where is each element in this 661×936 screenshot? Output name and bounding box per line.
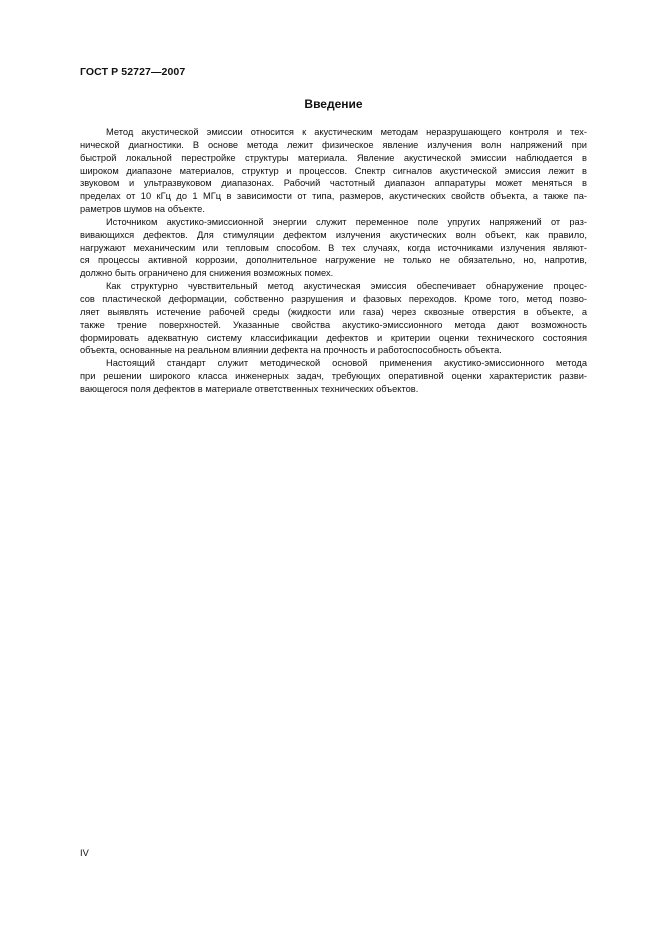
page-number: IV	[80, 848, 89, 858]
text-line: нагружают механическим или тепловым способом. В тех случаях, когда источниками излучения являют-	[80, 242, 587, 253]
text-line: нической диагностики. В основе метода лежит физическое явление излучения волн напряжений при	[80, 139, 587, 150]
text-line: при решении широкого класса инженерных задач, требующих оперативной оценки характеристик разви-	[80, 371, 587, 382]
text-line: раметров шумов на объекте.	[80, 204, 205, 215]
text-line: также трение поверхностей. Указанные свойства акустико-эмиссионного метода дают возможность	[80, 319, 587, 330]
text-line: должно быть ограничено для снижения возможных помех.	[80, 268, 334, 279]
text-line: формировать адекватную систему классификации дефектов и критерии оценки технического состояния	[80, 332, 587, 343]
text-line: ся процессы активной коррозии, дополнительное нагружение не только не обязательно, но, напротив,	[80, 255, 587, 266]
text-line: вивающихся дефектов. Для стимуляции дефектом излучения акустических волн объект, как правило,	[80, 229, 587, 240]
text-line: Настоящий стандарт служит методической основой применения акустико-эмиссионного метода	[106, 358, 587, 369]
document-header: ГОСТ Р 52727—2007	[80, 66, 186, 78]
body-text	[80, 126, 587, 396]
text-line: сов пластической деформации, собственно разрушения и фазовых переходов. Кроме того, метод позво-	[80, 293, 587, 304]
text-line: быстрой локальной перестройке структуры материала. Явление акустической эмиссии наблюдается в	[80, 152, 587, 163]
text-line: широком диапазоне материалов, структур и процессов. Спектр сигналов акустической эмиссия лежит в	[80, 165, 587, 176]
text-line: Источником акустико-эмиссионной энергии служит переменное поле упругих напряжений от раз-	[106, 216, 587, 227]
text-line: ляет выявлять истечение рабочей среды (жидкости или газа) через сквозные отверстия в объекте, а	[80, 306, 587, 317]
text-line: Как структурно чувствительный метод акустическая эмиссия обеспечивает обнаружение процес-	[106, 281, 587, 292]
section-title: Введение	[304, 97, 363, 111]
text-line: вающегося поля дефектов в материале ответственных технических объектов.	[80, 383, 419, 394]
text-line: объекта, основанные на реальном влиянии дефекта на прочность и работоспособность объекта.	[80, 345, 502, 356]
text-line: звуковом и ультразвуковом диапазонах. Рабочий частотный диапазон аппаратуры может меняться в	[80, 178, 587, 189]
text-line: пределах от 10 кГц до 1 МГц в зависимости от типа, размеров, акустических свойств объекта, а также па-	[80, 191, 587, 202]
text-line: Метод акустической эмиссии относится к акустическим методам неразрушающего контроля и тех-	[106, 127, 587, 137]
